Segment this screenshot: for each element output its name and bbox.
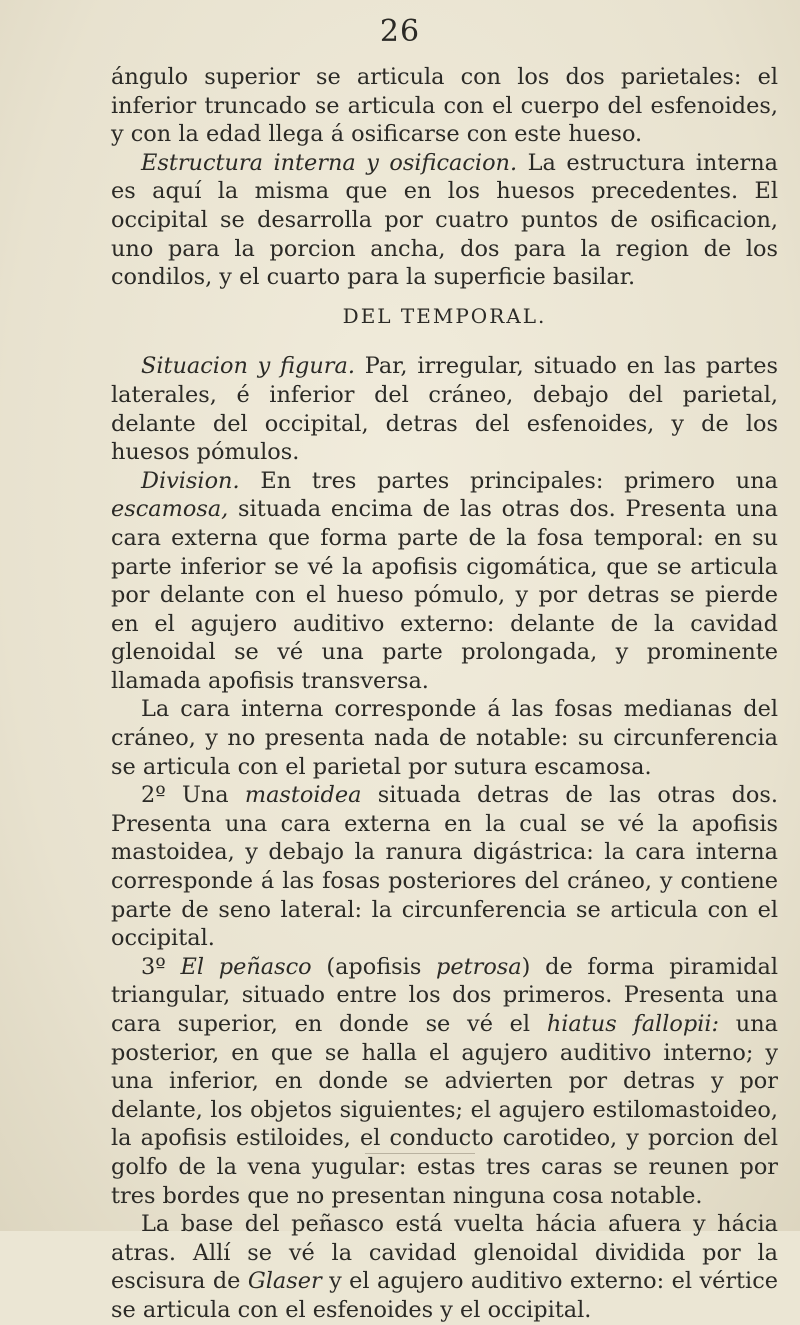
paragraph-penasco	[111, 953, 778, 1210]
paragraph-mastoidea	[111, 781, 778, 953]
paragraph-text: La base del peñasco está vuelta hácia afuera y hácia atras. Allí se vé la cavidad glenoidal dividida por la escisura de	[111, 1211, 778, 1295]
page-number: 26	[379, 14, 421, 49]
paragraph-estructura	[111, 149, 778, 292]
paragraph-text: y el agujero auditivo externo: el vértice se articula con el esfenoides y el occipital.	[111, 1268, 778, 1323]
paragraph-text: 2º Una	[141, 782, 245, 809]
emphasis: mastoidea	[244, 782, 362, 809]
emphasis: El peñasco	[180, 953, 312, 980]
emphasis: hiatus fallopii:	[546, 1011, 720, 1037]
paragraph-lead: Division.	[141, 467, 240, 494]
paragraph-text: 3º	[141, 953, 181, 980]
paragraph-text: ) de forma piramidal triangular, situado entre los dos primeros. Presenta una cara superior, en donde se vé el	[111, 953, 778, 1037]
emphasis: petrosa	[436, 953, 522, 980]
paragraph-situacion	[111, 352, 778, 466]
emphasis: escamosa,	[111, 496, 229, 523]
paragraph-text: una posterior, en que se halla el agujero auditivo interno; y una inferior, en donde se advierten por detras y por delante, los objetos siguientes; el agujero estilomastoideo, la apofisis estiloides, el conducto carotideo, y porcion del golfo de la vena yugular: estas tres caras se reunen por tres bordes que no presentan ninguna cosa notable.	[111, 1011, 778, 1209]
paragraph-text: La estructura interna es aquí la misma que en los huesos precedentes. El occipital se desarrolla por cuatro puntos de osificacion, uno para la porcion ancha, dos para la region de los condilos, y el cuarto para la superficie basilar.	[111, 149, 779, 291]
section-heading: DEL TEMPORAL.	[342, 303, 547, 328]
paragraph-lead: Situacion y figura.	[141, 353, 355, 380]
paragraph-text: Par, irregular, situado en las partes laterales, é inferior del cráneo, debajo del parietal, delante del occipital, detras del esfenoides, y de los huesos pómulos.	[111, 353, 778, 466]
page-body	[111, 63, 778, 1325]
paragraph-base	[111, 1210, 778, 1324]
emphasis: Glaser	[247, 1268, 322, 1295]
paragraph-continuation: ángulo superior se articula con los dos parietales: el inferior truncado se articula con el cuerpo del esfenoides, y con la edad llega á osificarse con este hueso.	[111, 64, 778, 148]
paragraph-text: (apofisis	[311, 953, 437, 980]
paragraph-text: En tres partes principales: primero una	[239, 467, 778, 494]
paragraph-text: situada detras de las otras dos. Presenta una cara externa en la cual se vé la apofisis mastoidea, y debajo la ranura digástrica: la cara interna corresponde á las fosas posteriores del cráneo, y contiene parte de seno lateral: la circunferencia se articula con el occipital.	[111, 782, 778, 952]
paragraph-text: situada encima de las otras dos. Presenta una cara externa que forma parte de la fosa temporal: en su parte inferior se vé la apofisis cigomática, que se articula por delante con el hueso pómulo, y por detras se pierde en el agujero auditivo externo: delante de la cavidad glenoidal se vé una parte prolongada, y prominente llamada apofisis transversa.	[111, 496, 778, 694]
paragraph-cara-interna: La cara interna corresponde á las fosas medianas del cráneo, y no presenta nada de notable: su circunferencia se articula con el parietal por sutura escamosa.	[111, 696, 778, 780]
paragraph-lead: Estructura interna y osificacion.	[141, 149, 518, 176]
paragraph-division	[111, 467, 778, 696]
footer-rule	[365, 1153, 475, 1154]
